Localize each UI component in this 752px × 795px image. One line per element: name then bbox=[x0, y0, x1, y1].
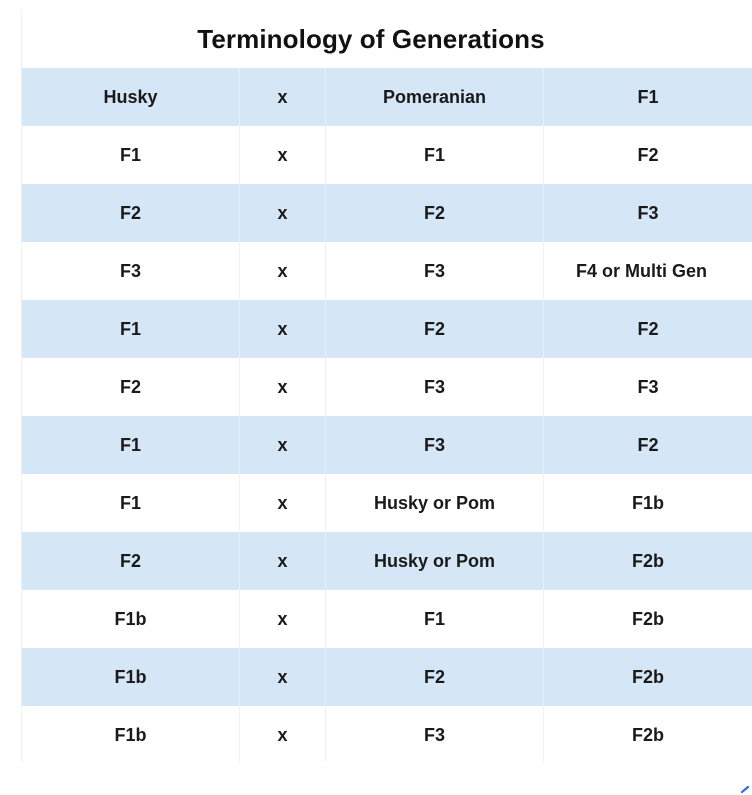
table-title-text: Terminology of Generations bbox=[197, 23, 545, 54]
result-cell: F1 bbox=[637, 86, 659, 107]
parent2-cell: Husky or Pom bbox=[326, 532, 544, 590]
result-cell: F2 bbox=[637, 144, 659, 165]
result-cell: F3 bbox=[637, 376, 659, 397]
cross-cell: x bbox=[240, 416, 326, 474]
parent1-cell: F1 bbox=[22, 474, 240, 532]
cross-cell: x bbox=[240, 648, 326, 706]
table-row bbox=[22, 532, 752, 590]
parent1-cell: F2 bbox=[22, 184, 240, 242]
result-cell: F4 or Multi Gen bbox=[576, 260, 708, 281]
table-title bbox=[22, 10, 752, 68]
parent2-cell: F1 bbox=[326, 590, 544, 648]
result-cell: F3 bbox=[637, 202, 659, 223]
table-row bbox=[22, 648, 752, 706]
parent2-cell: F3 bbox=[326, 242, 544, 300]
cross-cell: x bbox=[240, 590, 326, 648]
cross-cell: x bbox=[240, 358, 326, 416]
result-cell: F2 bbox=[637, 434, 659, 455]
parent1-cell: F3 bbox=[22, 242, 240, 300]
parent1-cell: Husky bbox=[22, 68, 240, 126]
result-cell: F1b bbox=[631, 492, 664, 513]
parent1-cell: F2 bbox=[22, 358, 240, 416]
chevron-icon bbox=[740, 780, 752, 795]
table-row bbox=[22, 184, 752, 242]
cross-cell: x bbox=[240, 68, 326, 126]
table-body bbox=[22, 68, 752, 762]
parent2-cell: F3 bbox=[326, 416, 544, 474]
generations-table bbox=[22, 10, 752, 762]
parent2-cell: Husky or Pom bbox=[326, 474, 544, 532]
cross-cell: x bbox=[240, 706, 326, 762]
parent2-cell: F1 bbox=[326, 126, 544, 184]
parent2-cell: F2 bbox=[326, 184, 544, 242]
parent2-cell: F2 bbox=[326, 648, 544, 706]
parent1-cell: F2 bbox=[22, 532, 240, 590]
parent1-cell: F1 bbox=[22, 416, 240, 474]
table-row bbox=[22, 300, 752, 358]
table-row bbox=[22, 242, 752, 300]
result-cell: F2b bbox=[631, 550, 664, 571]
parent1-cell: F1 bbox=[22, 126, 240, 184]
table-row bbox=[22, 126, 752, 184]
table-row bbox=[22, 68, 752, 126]
cross-cell: x bbox=[240, 242, 326, 300]
result-cell: F2b bbox=[631, 608, 664, 629]
parent1-cell: F1b bbox=[22, 648, 240, 706]
cross-cell: x bbox=[240, 532, 326, 590]
result-cell: F2b bbox=[631, 666, 664, 687]
parent2-cell: Pomeranian bbox=[326, 68, 544, 126]
parent1-cell: F1 bbox=[22, 300, 240, 358]
parent1-cell: F1b bbox=[22, 590, 240, 648]
result-cell: F2 bbox=[637, 318, 659, 339]
parent2-cell: F2 bbox=[326, 300, 544, 358]
table-row bbox=[22, 358, 752, 416]
table-row bbox=[22, 706, 752, 762]
parent2-cell: F3 bbox=[326, 358, 544, 416]
parent2-cell: F3 bbox=[326, 706, 544, 762]
parent1-cell: F1b bbox=[22, 706, 240, 762]
cross-cell: x bbox=[240, 474, 326, 532]
result-cell: F2b bbox=[631, 724, 664, 745]
cross-cell: x bbox=[240, 300, 326, 358]
table-row bbox=[22, 474, 752, 532]
table-row bbox=[22, 416, 752, 474]
cross-cell: x bbox=[240, 126, 326, 184]
table-row bbox=[22, 590, 752, 648]
cross-cell: x bbox=[240, 184, 326, 242]
